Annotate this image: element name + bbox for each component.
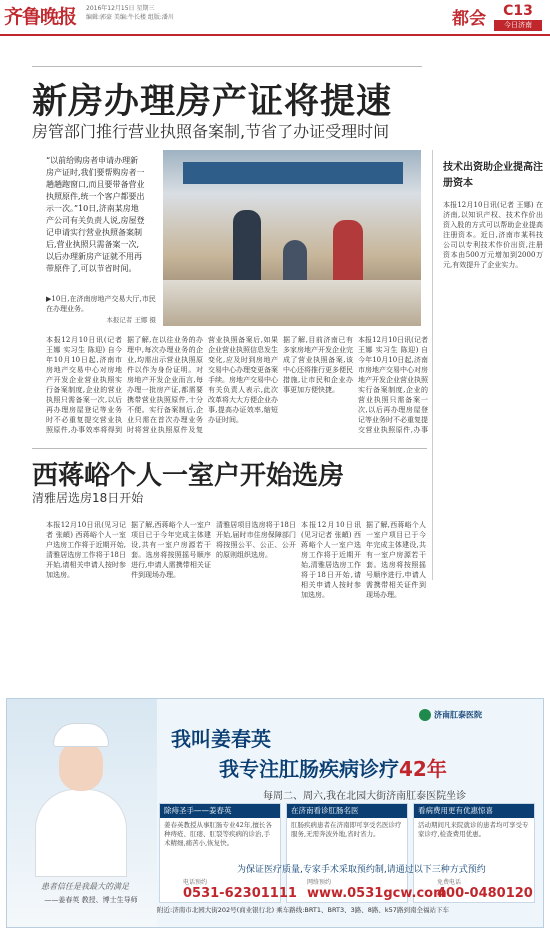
ad-years: 42年 <box>399 757 447 781</box>
header-divider <box>0 34 550 36</box>
ad-title: 我叫姜春英 <box>171 727 271 751</box>
headline-rule <box>32 66 422 67</box>
hospital-badge-icon <box>419 709 431 721</box>
ad-box-body: 肛肠疾病患者在济南即可享受名医诊疗服务,无需奔波外地,省时省力。 <box>291 821 402 838</box>
story1-lede: “以前给购房者申请办理新房产证时,我们要帮购房者一趟趟跑窗口,而且要带备营业执照原件,统一个客户都要出示一次。”10日,济南某房地产公司有关负责人说,房屋登记申请实行营业执照备案制后,营业执照只需备案一次,以后办理新房产证就不用再带原件了,可以节省时间。 <box>46 156 145 273</box>
hospital-name: 济南肛泰医院 <box>434 710 482 720</box>
ad-subtitle-text: 我专注肛肠疾病诊疗 <box>219 757 399 781</box>
ad-box-body: 活动期间凡来院就诊的患者均可享受专家诊疗,检查费用优惠。 <box>418 821 529 838</box>
story2-headline: 西蒋峪个人一室户开始选房 <box>32 461 345 491</box>
doctor-portrait <box>35 723 127 873</box>
section-name: 都会 <box>452 9 486 29</box>
ad-doctor-title: 教授、博士生导师 <box>81 896 138 904</box>
ad-box-title: 在济南看诊肛肠名医 <box>287 804 407 818</box>
header-info <box>86 4 286 22</box>
ad-subtitle <box>219 753 447 782</box>
doctor-coat <box>35 789 127 877</box>
page-number: C13 <box>503 3 533 19</box>
story1-column: 本报12月10日讯(记者 王娜 实习生 陈迎) 自今年10月10日起,济南市房地产交易中心对房地产开发企业营业执照实行备案制度,企业的营业执照只需备案一次,以后再办理房屋登记等业务时不必重复提交营业执照原件,办事 <box>358 336 428 434</box>
sidebar-title: 技术出资助企业提高注册资本 <box>443 162 543 189</box>
ad-box-title: 看病费用更有优惠惊喜 <box>414 804 534 818</box>
ad-free-phone-label: 免费电话 <box>437 879 462 886</box>
hospital-ad <box>6 698 544 928</box>
photo-person <box>233 210 261 290</box>
story1-headline: 新房办理房产证将提速 <box>32 82 393 122</box>
sidebar-body: 本报12月10日讯(记者 王娜) 在济南,以知识产权、技术作价出资入股的方式可以帮助企业提高注册资本。近日,济南市某科技公司以专利技术作价出资,注册资本由500万元增加到2000万元,有效提升了企业实力。 <box>443 201 543 269</box>
story1-photo <box>163 150 421 326</box>
ad-schedule: 每周二、周六,我在北园大街济南肛泰医院坐诊 <box>263 791 467 802</box>
photo-counter <box>163 280 421 326</box>
doctor-cap <box>53 723 109 747</box>
story2-subheadline: 清雅居选房18日开始 <box>32 491 144 505</box>
photo-sign <box>183 162 403 184</box>
ad-doctor-panel <box>7 699 157 927</box>
doctor-face <box>59 741 103 791</box>
newspaper-logo: 齐鲁晚报 <box>4 6 77 28</box>
ad-box-title: 除痔圣手——姜春英 <box>160 804 280 818</box>
story1-column: 营业执照备案后,如果企业营业执照信息发生变化,应及时到房地产交易中心办理变更备案手续。房地产交易中心有关负责人表示,此次改革将大大方便企业办事,提高办证效率,缩短办证时间。 <box>208 336 278 424</box>
ad-phone-number: 0531-62301111 <box>183 886 297 901</box>
story2-column: 清雅居项目选房将于18日开始,届时市住房保障部门将按照公平、公正、公开的原则组织选房。 <box>216 521 296 559</box>
ad-phone <box>183 877 297 901</box>
subsection-badge: 今日济南 <box>494 20 542 31</box>
ad-doctor-signature: ——姜春英 <box>44 896 80 904</box>
story1-column: 据了解,在以往业务的办理中,每次办理业务的企业,均需出示营业执照原件以作为身份证明。对房地产开发企业而言,每办理一批房产证,都需要携带营业执照原件,十分不便。实行备案制后,企业只需在首次办理业务时将营业执照原件及复 <box>127 336 203 434</box>
story2-column: 本报12月10日讯(见习记者 张頔) 西蒋峪个人一室户选房工作将于近期开始,清雅居选房工作将于18日开始,请相关申请人按时参加选房。 <box>46 521 126 579</box>
story2-column: 据了解,西蒋峪个人一室户项目已于今年完成主体建设,共有一室户房源若干套。选房将按照摇号顺序进行,申请人需携带相关证件到现场办理。 <box>366 521 426 599</box>
story1-column: 据了解,目前济南已有多家房地产开发企业完成了营业执照备案,该中心还将推行更多便民措施,让市民和企业办事更加方便快捷。 <box>283 336 353 394</box>
ad-address: 附近:济南市北园大街202号(商业银行北) 乘车路线:BRT1、BRT3、3路、8路、k57路到南全福站下车 <box>157 906 449 914</box>
ad-free-phone-number: 400-0480120 <box>437 886 533 901</box>
ad-box-body: 姜春英教授从事肛肠专业42年,擅长各种痔疮、肛瘘、肛裂等疾病的诊治,手术精细,痛苦小,恢复快。 <box>164 821 272 847</box>
ad-doctor-name <box>31 895 151 905</box>
photo-credit: 本报记者 王娜 摄 <box>106 316 156 324</box>
story1-column: 本报12月10日讯(记者 王娜 实习生 陈迎) 自今年10月10日起,济南市房地产交易中心对房地产开发企业营业执照实行备案制度,企业的营业执照只需备案一次,以后再办理房屋登记等业务时不必重复提交营业执照原件,办事效率将得到 <box>46 336 122 434</box>
ad-website <box>307 877 447 901</box>
hospital-logo <box>419 709 539 721</box>
sidebar-divider <box>432 150 433 580</box>
story2-column: 本报12月10日讯(见习记者 张頔) 西蒋峪个人一室户选房工作将于近期开始,清雅居选房工作将于18日开始,请相关申请人按时参加选房。 <box>301 521 361 599</box>
story2-column: 据了解,西蒋峪个人一室户项目已于今年完成主体建设,共有一室户房源若干套。选房将按照摇号顺序进行,申请人需携带相关证件到现场办理。 <box>131 521 211 579</box>
ad-free-phone <box>437 877 533 901</box>
ad-website-url: www.0531gcw.com <box>307 886 447 901</box>
photo-caption: ▶10日,在济南房地产交易大厅,市民在办理业务。 <box>46 295 156 313</box>
ad-phone-label: 电话预约 <box>183 879 208 886</box>
story1-subheadline: 房管部门推行营业执照备案制,节省了办证受理时间 <box>32 122 390 141</box>
editors-line: 编辑:郭豪 美编:牛长楼 组版:潘川 <box>86 14 174 21</box>
date-line: 2016年12月15日 星期三 <box>86 5 155 12</box>
headline-rule <box>32 448 427 449</box>
ad-booking-note: 为保证医疗质量,专家手术采取预约制,请通过以下三种方式预约 <box>237 865 486 875</box>
ad-motto: 患者信任是我最大的満足 <box>41 882 129 891</box>
page-header <box>0 0 550 36</box>
ad-website-label: 网络预约 <box>307 879 332 886</box>
